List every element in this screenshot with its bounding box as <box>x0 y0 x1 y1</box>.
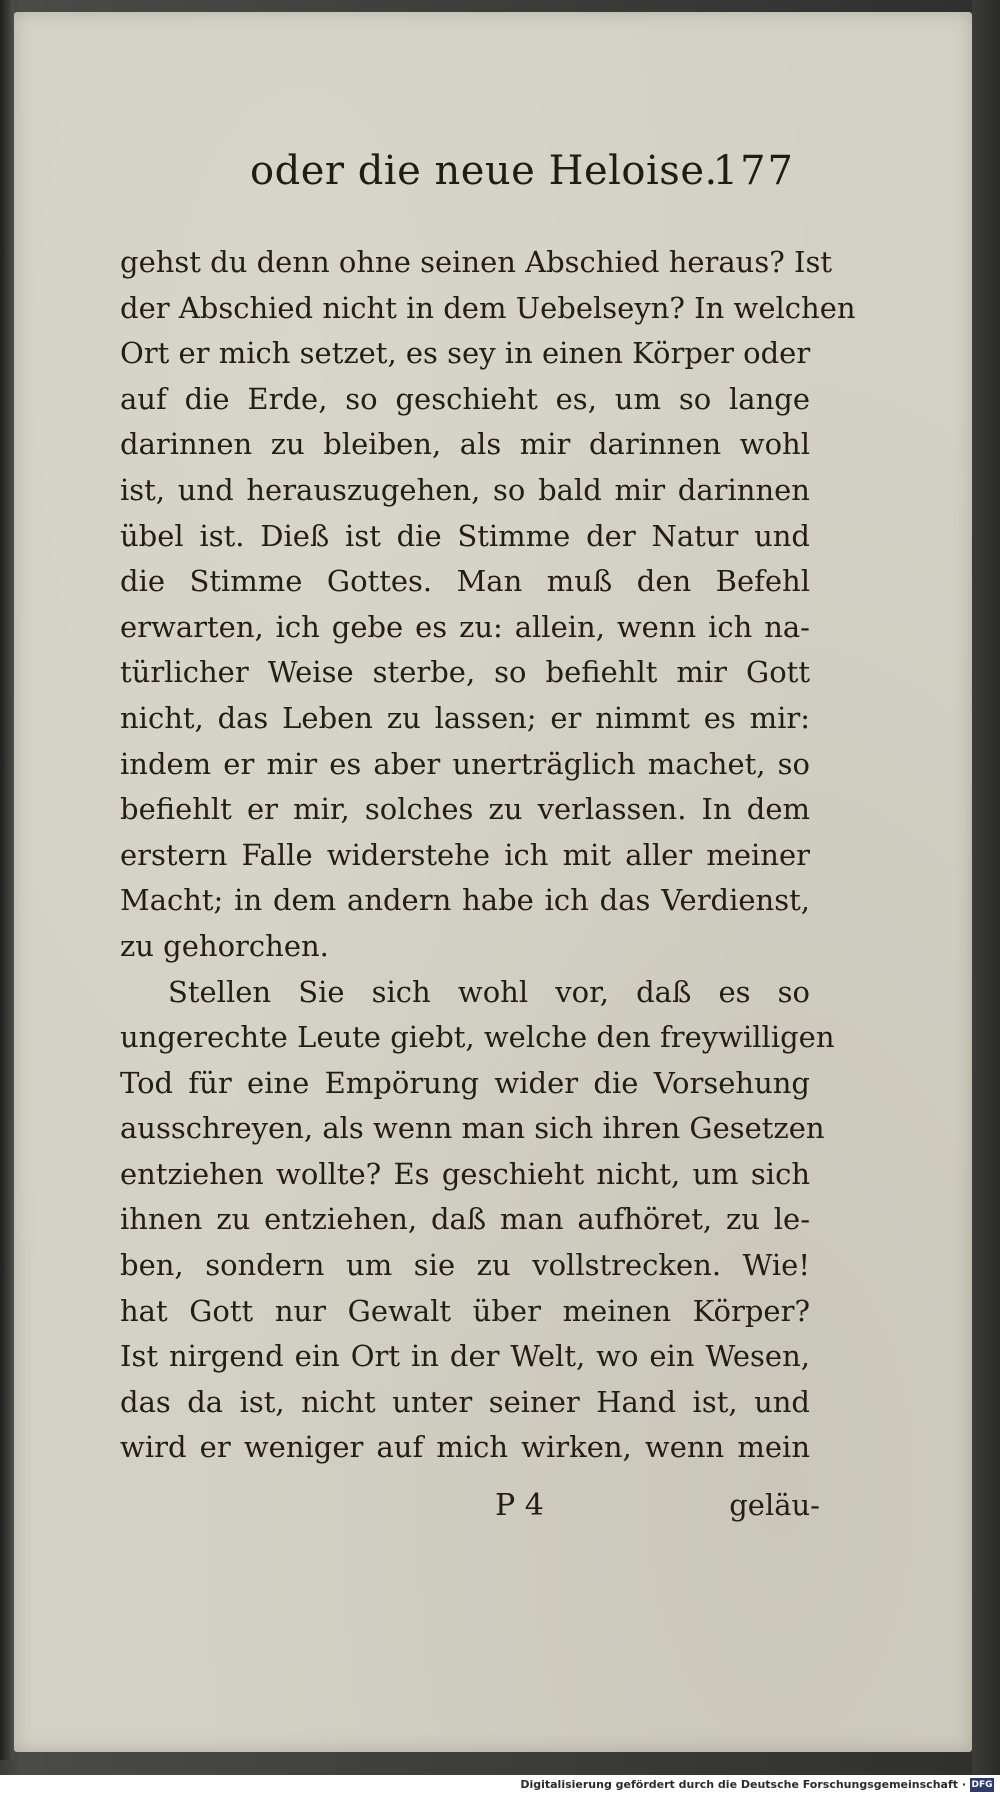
text-line: ben, sondern um sie zu vollstrecken. Wie! <box>120 1248 810 1283</box>
text-line: erwarten, ich gebe es zu: allein, wenn ich na- <box>120 609 810 644</box>
text-line: die Stimme Gottes. Man muß den Befehl <box>120 564 810 599</box>
dfg-logo-icon: DFG <box>971 1780 993 1790</box>
text-line: indem er mir es aber unerträglich machet, so <box>120 746 810 781</box>
text-line: ausschreyen, als wenn man sich ihren Gesetzen <box>120 1111 825 1146</box>
paragraph-end-line: zu gehorchen. <box>120 928 329 963</box>
book-spine-edge <box>0 0 14 1760</box>
text-line: Macht; in dem andern habe ich das Verdienst, <box>120 883 810 918</box>
text-line: nicht, das Leben zu lassen; er nimmt es mir: <box>120 700 810 735</box>
text-line: übel ist. Dieß ist die Stimme der Natur und <box>120 518 810 553</box>
text-line: Ist nirgend ein Ort in der Welt, wo ein Wesen, <box>120 1339 810 1374</box>
text-line: türlicher Weise sterbe, so befiehlt mir Gott <box>120 655 810 690</box>
body-text <box>120 240 856 1471</box>
text-line: ihnen zu entziehen, daß man aufhöret, zu le- <box>120 1202 810 1237</box>
text-line: erstern Falle widerstehe ich mit aller meiner <box>120 837 810 872</box>
running-title: oder die neue Heloise. <box>250 148 718 194</box>
text-line: befiehlt er mir, solches zu verlassen. In dem <box>120 792 810 827</box>
text-line: der Abschied nicht in dem Uebelseyn? In welchen <box>120 290 856 325</box>
signature-mark: P 4 <box>495 1488 544 1523</box>
page-footer <box>120 1488 820 1528</box>
digitization-credit-bar <box>0 1775 1000 1796</box>
page-number: 177 <box>712 148 795 194</box>
text-line: ist, und herauszugehen, so bald mir darinnen <box>120 472 810 507</box>
text-line: entziehen wollte? Es geschieht nicht, um sich <box>120 1156 810 1191</box>
text-line: gehst du denn ohne seinen Abschied heraus? Ist <box>120 245 833 279</box>
page-header <box>250 148 795 208</box>
text-line: das da ist, nicht unter seiner Hand ist, und <box>120 1384 810 1419</box>
text-line: Ort er mich setzet, es sey in einen Körper oder <box>120 336 811 371</box>
text-line: wird er weniger auf mich wirken, wenn mein <box>120 1430 810 1465</box>
text-line: darinnen zu bleiben, als mir darinnen wohl <box>120 427 810 462</box>
text-line: ungerechte Leute giebt, welche den freywilligen <box>120 1020 835 1055</box>
text-line: hat Gott nur Gewalt über meinen Körper? <box>120 1293 810 1328</box>
text-line: auf die Erde, so geschieht es, um so lange <box>120 381 810 416</box>
credit-text: Digitalisierung gefördert durch die Deutsche Forschungsgemeinschaft · <box>520 1778 966 1791</box>
text-line: Tod für eine Empörung wider die Vorsehung <box>120 1065 810 1100</box>
catchword: geläu- <box>729 1488 820 1522</box>
book-cover-edge <box>972 0 1000 1775</box>
paragraph-start-line: Stellen Sie sich wohl vor, daß es so <box>168 974 810 1009</box>
